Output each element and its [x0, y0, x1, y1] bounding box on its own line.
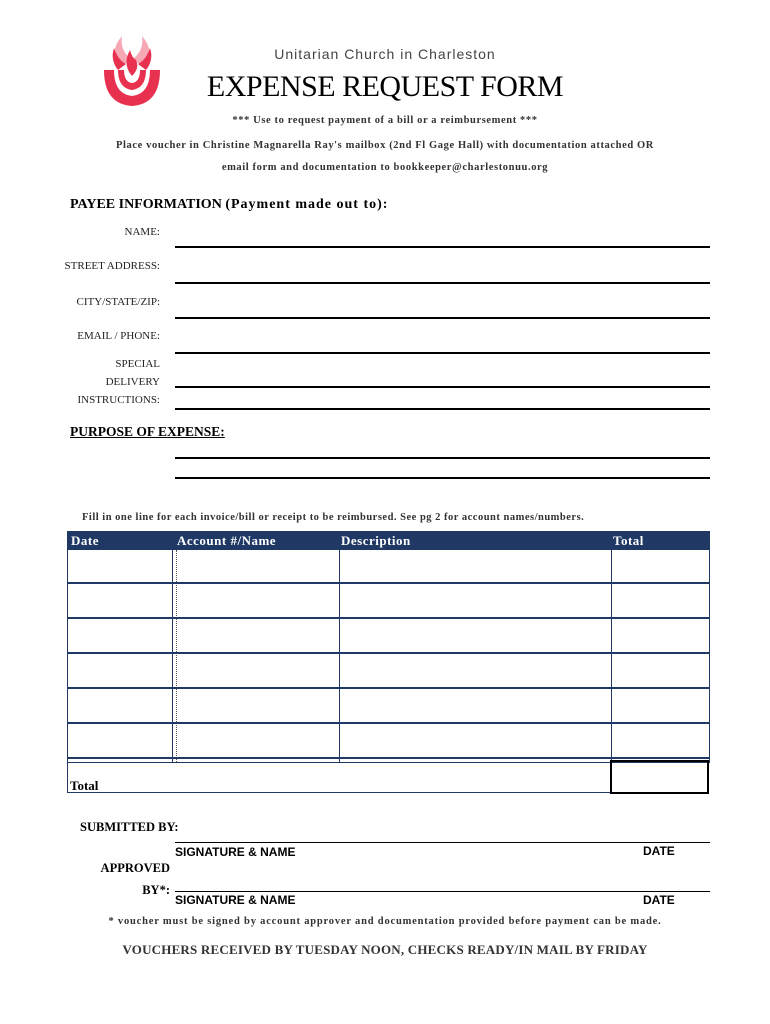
- city-state-zip-field[interactable]: [175, 317, 710, 319]
- approved-by-label: [60, 857, 170, 901]
- name-field[interactable]: [175, 246, 710, 248]
- column-header-account: Account #/Name: [177, 533, 277, 548]
- table-row[interactable]: [68, 619, 709, 652]
- usage-note: *** Use to request payment of a bill or a reimbursement ***: [232, 115, 538, 126]
- approved-label-line2: BY*:: [142, 883, 170, 897]
- submitted-by-label: SUBMITTED BY:: [80, 820, 179, 834]
- table-row[interactable]: [68, 689, 709, 722]
- special-delivery-label-line3: INSTRUCTIONS:: [77, 394, 160, 406]
- table-row[interactable]: [68, 584, 709, 617]
- column-header-date: Date: [71, 533, 99, 548]
- street-address-label: STREET ADDRESS:: [64, 260, 160, 272]
- approved-label-line1: APPROVED: [100, 861, 170, 875]
- submitted-signature-name-label: SIGNATURE & NAME: [175, 845, 296, 859]
- special-delivery-field-line2[interactable]: [175, 408, 710, 410]
- payee-heading-text: PAYEE INFORMATION: [70, 197, 222, 212]
- submitted-date-label: DATE: [643, 844, 675, 858]
- column-header-description: Description: [341, 533, 411, 548]
- submitted-signature-line[interactable]: [175, 842, 710, 843]
- payee-section-heading: [70, 197, 388, 213]
- purpose-of-expense-heading: PURPOSE OF EXPENSE:: [70, 424, 225, 439]
- form-title: EXPENSE REQUEST FORM: [206, 70, 564, 103]
- table-row[interactable]: [68, 654, 709, 687]
- submission-instructions-line1: Place voucher in Christine Magnarella Ray's mailbox (2nd Fl Gage Hall) with documentation attached OR: [116, 140, 654, 151]
- total-amount-field[interactable]: [610, 760, 709, 794]
- expense-table: [67, 531, 710, 763]
- purpose-field-line2[interactable]: [175, 477, 710, 479]
- approval-footnote: * voucher must be signed by account approver and documentation provided before payment can be made.: [108, 916, 662, 927]
- name-label: NAME:: [124, 226, 160, 238]
- expense-table-header: [68, 532, 709, 550]
- expense-table-instruction: Fill in one line for each invoice/bill or receipt to be reimbursed. See pg 2 for account names/numbers.: [82, 512, 585, 523]
- approved-signature-name-label: SIGNATURE & NAME: [175, 893, 296, 907]
- column-header-total: Total: [613, 533, 644, 548]
- special-delivery-field-line1[interactable]: [175, 386, 710, 388]
- special-delivery-label-line2: DELIVERY: [105, 376, 160, 388]
- total-label: Total: [70, 778, 99, 793]
- purpose-field-line1[interactable]: [175, 457, 710, 459]
- table-row[interactable]: [68, 724, 709, 757]
- street-address-field[interactable]: [175, 282, 710, 284]
- table-row[interactable]: [68, 551, 709, 582]
- deadline-banner: VOUCHERS RECEIVED BY TUESDAY NOON, CHECKS READY/IN MAIL BY FRIDAY: [122, 942, 648, 957]
- total-row: [67, 762, 610, 793]
- table-row-separator: [68, 757, 709, 759]
- approved-date-label: DATE: [643, 893, 675, 907]
- special-delivery-instructions-label: [0, 355, 160, 409]
- email-phone-label: EMAIL / PHONE:: [77, 330, 160, 342]
- email-phone-field[interactable]: [175, 352, 710, 354]
- city-state-zip-label: CITY/STATE/ZIP:: [76, 296, 160, 308]
- church-name: Unitarian Church in Charleston: [274, 46, 496, 62]
- special-delivery-label-line1: SPECIAL: [115, 358, 160, 370]
- submission-instructions-line2: email form and documentation to bookkeeper@charlestonuu.org: [221, 162, 549, 173]
- payee-heading-subtext: (Payment made out to):: [225, 197, 389, 212]
- approved-signature-line[interactable]: [175, 891, 710, 892]
